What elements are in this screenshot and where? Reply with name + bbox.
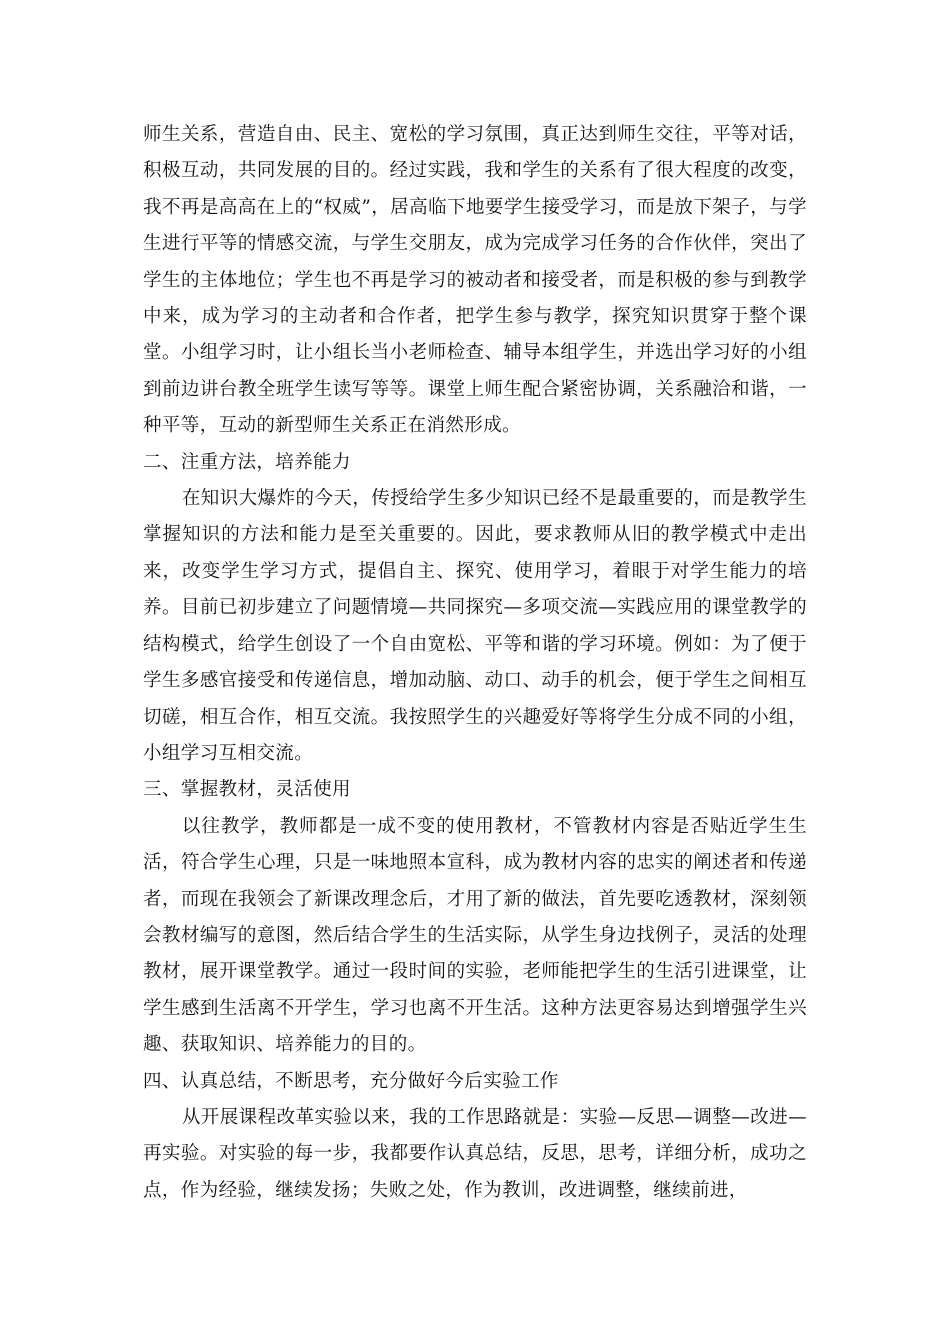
body-paragraph-2: 在知识大爆炸的今天，传授给学生多少知识已经不是最重要的，而是教学生掌握知识的方法和能力是至关重要的。因此，要求教师从旧的教学模式中走出来，改变学生学习方式，提倡自主、探究、使用学习，着眼于对学生能力的培养。目前已初步建立了问题情境—共同探究—多项交流—实践应用的课堂教学的结构模式，给学生创设了一个自由宽松、平等和谐的学习环境。例如：为了便于学生多感官接受和传递信息，增加动脑、动口、动手的机会，便于学生之间相互切磋，相互合作，相互交流。我按照学生的兴趣爱好等将学生分成不同的小组，小组学习互相交流。 (143, 488, 807, 764)
document-body (143, 117, 807, 1209)
section-heading-3: 三、掌握教材，灵活使用 (143, 779, 351, 801)
body-paragraph-3: 以往教学，教师都是一成不变的使用教材，不管教材内容是否贴近学生生活，符合学生心理，只是一味地照本宣科，成为教材内容的忠实的阐述者和传递者，而现在我领会了新课改理念后，才用了新的做法，首先要吃透教材，深刻领会教材编写的意图，然后结合学生的生活实际，从学生身边找例子，灵活的处理教材，展开课堂教学。通过一段时间的实验，老师能把学生的生活引进课堂，让学生感到生活离不开学生，学习也离不开生活。这种方法更容易达到增强学生兴趣、获取知识、培养能力的目的。 (143, 815, 807, 1056)
section-heading-4: 四、认真总结，不断思考，充分做好今后实验工作 (143, 1070, 559, 1092)
section-heading-2: 二、注重方法，培养能力 (143, 451, 351, 473)
body-paragraph-4: 从开展课程改革实验以来，我的工作思路就是：实验—反思—调整—改进—再实验。对实验的每一步，我都要作认真总结，反思，思考，详细分析，成功之点，作为经验，继续发扬；失败之处，作为教训，改进调整，继续前进， (143, 1106, 807, 1201)
body-paragraph-1: 师生关系，营造自由、民主、宽松的学习氛围，真正达到师生交往，平等对话，积极互动，共同发展的目的。经过实践，我和学生的关系有了很大程度的改变，我不再是高高在上的“权威”，居高临下地要学生接受学习，而是放下架子，与学生进行平等的情感交流，与学生交朋友，成为完成学习任务的合作伙伴，突出了学生的主体地位；学生也不再是学习的被动者和接受者，而是积极的参与到教学中来，成为学习的主动者和合作者，把学生参与教学，探究知识贯穿于整个课堂。小组学习时，让小组长当小老师检查、辅导本组学生，并选出学习好的小组到前边讲台教全班学生读写等等。课堂上师生配合紧密协调，关系融洽和谐，一种平等，互动的新型师生关系正在消然形成。 (143, 124, 807, 437)
